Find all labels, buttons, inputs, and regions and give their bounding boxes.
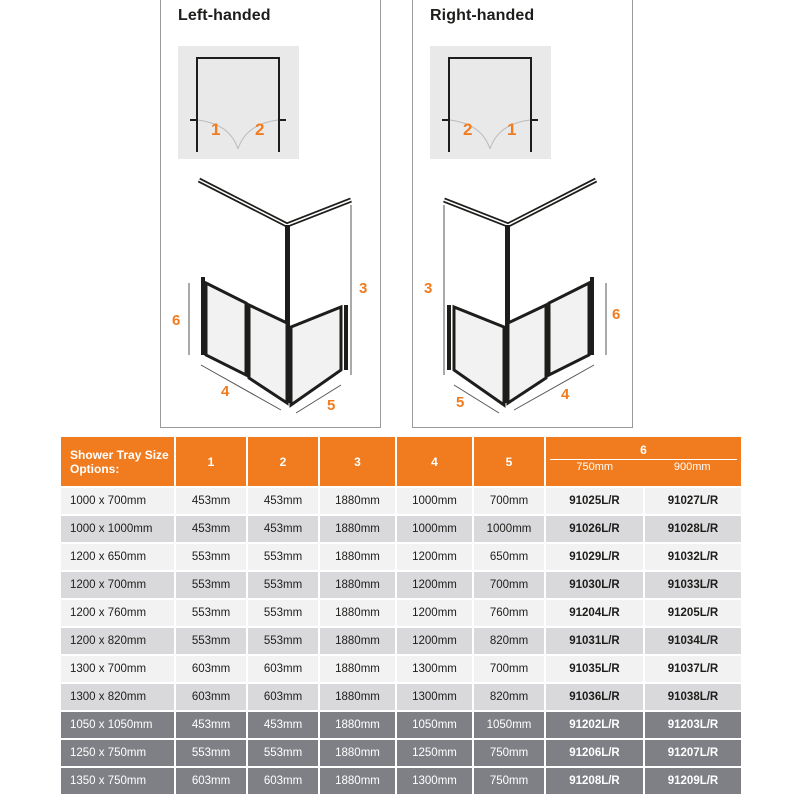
dimension-cell: 1880mm	[320, 628, 395, 654]
subheader-900: 900mm	[673, 461, 711, 473]
dimension-cell: 1200mm	[397, 544, 472, 570]
dimension-cell: 453mm	[176, 712, 246, 738]
header-col-2: 2	[248, 437, 318, 486]
dimension-cell: 700mm	[474, 656, 544, 682]
left-handed-title: Left-handed	[178, 7, 271, 24]
dimension-cell: 453mm	[248, 488, 318, 514]
dimension-cell: 1880mm	[320, 600, 395, 626]
product-code-cell: 91037L/R	[645, 656, 741, 682]
product-code-cell: 91027L/R	[645, 488, 741, 514]
tray-size-cell: 1200 x 650mm	[61, 544, 174, 570]
dimension-cell: 1250mm	[397, 740, 472, 766]
table-row	[61, 516, 741, 542]
left-dim-label-3: 3	[359, 280, 368, 297]
dimension-cell: 750mm	[474, 740, 544, 766]
dimension-cell: 553mm	[176, 740, 246, 766]
table-row	[61, 740, 741, 766]
product-code-cell: 91203L/R	[645, 712, 741, 738]
tray-size-cell: 1000 x 700mm	[61, 488, 174, 514]
dimension-cell: 750mm	[474, 768, 544, 794]
right-plan-label-2: 2	[463, 120, 473, 139]
dimension-cell: 760mm	[474, 600, 544, 626]
product-code-cell: 91030L/R	[546, 572, 643, 598]
product-code-cell: 91032L/R	[645, 544, 741, 570]
left-dim-label-6: 6	[172, 312, 181, 329]
dimension-cell: 1880mm	[320, 516, 395, 542]
dimension-cell: 553mm	[248, 572, 318, 598]
dimension-cell: 1300mm	[397, 684, 472, 710]
dimension-cell: 553mm	[248, 628, 318, 654]
product-code-cell: 91207L/R	[645, 740, 741, 766]
right-handed-title: Right-handed	[430, 7, 535, 24]
right-dim-label-3: 3	[424, 280, 433, 297]
dimension-cell: 1000mm	[397, 516, 472, 542]
product-code-cell: 91204L/R	[546, 600, 643, 626]
header-col-6-label: 6	[640, 443, 647, 457]
tray-size-cell: 1200 x 820mm	[61, 628, 174, 654]
dimension-cell: 553mm	[248, 740, 318, 766]
table-body	[61, 488, 741, 794]
tray-size-cell: 1300 x 820mm	[61, 684, 174, 710]
table-row	[61, 544, 741, 570]
left-handed-panel	[160, 0, 381, 428]
header-col-6	[546, 437, 741, 486]
dimension-cell: 603mm	[176, 656, 246, 682]
size-options-table	[61, 435, 739, 796]
product-code-cell: 91035L/R	[546, 656, 643, 682]
table-row	[61, 628, 741, 654]
right-plan-diagram	[430, 46, 551, 159]
header-col-4: 4	[397, 437, 472, 486]
dimension-cell: 1880mm	[320, 572, 395, 598]
dimension-cell: 1880mm	[320, 768, 395, 794]
header-col-3: 3	[320, 437, 395, 486]
product-code-cell: 91036L/R	[546, 684, 643, 710]
dimension-cell: 603mm	[176, 684, 246, 710]
product-code-cell: 91029L/R	[546, 544, 643, 570]
product-code-cell: 91206L/R	[546, 740, 643, 766]
table-header-row	[61, 437, 741, 486]
product-code-cell: 91028L/R	[645, 516, 741, 542]
dimension-cell: 1300mm	[397, 656, 472, 682]
subheader-750: 750mm	[576, 461, 614, 473]
tray-size-cell: 1000 x 1000mm	[61, 516, 174, 542]
left-plan-label-1: 1	[211, 120, 221, 139]
dimension-cell: 553mm	[248, 600, 318, 626]
header-col-5: 5	[474, 437, 544, 486]
header-tray-size: Shower Tray Size Options:	[61, 437, 174, 486]
table-row	[61, 684, 741, 710]
dimension-cell: 603mm	[248, 656, 318, 682]
table-row	[61, 488, 741, 514]
product-code-cell: 91033L/R	[645, 572, 741, 598]
dimension-cell: 1300mm	[397, 768, 472, 794]
table-row	[61, 600, 741, 626]
dimension-cell: 603mm	[176, 768, 246, 794]
left-dim-label-4: 4	[221, 383, 230, 400]
product-code-cell: 91202L/R	[546, 712, 643, 738]
tray-size-cell: 1200 x 700mm	[61, 572, 174, 598]
dimension-cell: 1880mm	[320, 712, 395, 738]
dimension-cell: 453mm	[176, 488, 246, 514]
dimension-cell: 1000mm	[474, 516, 544, 542]
dimension-cell: 700mm	[474, 572, 544, 598]
right-handed-panel	[412, 0, 633, 428]
dimension-cell: 700mm	[474, 488, 544, 514]
product-code-cell: 91026L/R	[546, 516, 643, 542]
right-dim-label-4: 4	[561, 386, 570, 403]
left-plan-diagram	[178, 46, 299, 159]
product-code-cell: 91208L/R	[546, 768, 643, 794]
dimension-cell: 1200mm	[397, 572, 472, 598]
table-row	[61, 712, 741, 738]
tray-size-cell: 1050 x 1050mm	[61, 712, 174, 738]
dimension-cell: 820mm	[474, 684, 544, 710]
dimension-cell: 553mm	[176, 628, 246, 654]
dimension-cell: 1200mm	[397, 628, 472, 654]
table-row	[61, 572, 741, 598]
dimension-cell: 1880mm	[320, 740, 395, 766]
dimension-cell: 1880mm	[320, 488, 395, 514]
right-plan-label-1: 1	[507, 120, 517, 139]
dimension-cell: 1200mm	[397, 600, 472, 626]
header-col-1: 1	[176, 437, 246, 486]
dimension-cell: 603mm	[248, 768, 318, 794]
dimension-cell: 1880mm	[320, 656, 395, 682]
tray-size-cell: 1250 x 750mm	[61, 740, 174, 766]
dimension-cell: 1050mm	[474, 712, 544, 738]
left-dim-label-5: 5	[327, 397, 336, 414]
right-dim-label-5: 5	[456, 394, 465, 411]
tray-size-cell: 1300 x 700mm	[61, 656, 174, 682]
dimension-cell: 1050mm	[397, 712, 472, 738]
dimension-cell: 453mm	[248, 516, 318, 542]
dimension-cell: 453mm	[248, 712, 318, 738]
dimension-cell: 1880mm	[320, 544, 395, 570]
left-plan-label-2: 2	[255, 120, 265, 139]
dimension-cell: 1880mm	[320, 684, 395, 710]
table-row	[61, 656, 741, 682]
product-code-cell: 91038L/R	[645, 684, 741, 710]
product-code-cell: 91034L/R	[645, 628, 741, 654]
tray-size-cell: 1200 x 760mm	[61, 600, 174, 626]
right-dim-label-6: 6	[612, 306, 621, 323]
left-iso-diagram	[161, 165, 382, 425]
right-iso-diagram	[413, 165, 634, 425]
product-code-cell: 91025L/R	[546, 488, 643, 514]
dimension-cell: 1000mm	[397, 488, 472, 514]
product-code-cell: 91209L/R	[645, 768, 741, 794]
product-code-cell: 91205L/R	[645, 600, 741, 626]
dimension-cell: 553mm	[176, 572, 246, 598]
dimension-cell: 553mm	[248, 544, 318, 570]
dimension-cell: 603mm	[248, 684, 318, 710]
product-code-cell: 91031L/R	[546, 628, 643, 654]
dimension-cell: 553mm	[176, 600, 246, 626]
tray-size-cell: 1350 x 750mm	[61, 768, 174, 794]
dimension-cell: 650mm	[474, 544, 544, 570]
table-row	[61, 768, 741, 794]
dimension-cell: 453mm	[176, 516, 246, 542]
dimension-cell: 553mm	[176, 544, 246, 570]
dimension-cell: 820mm	[474, 628, 544, 654]
header-divider	[550, 459, 737, 460]
